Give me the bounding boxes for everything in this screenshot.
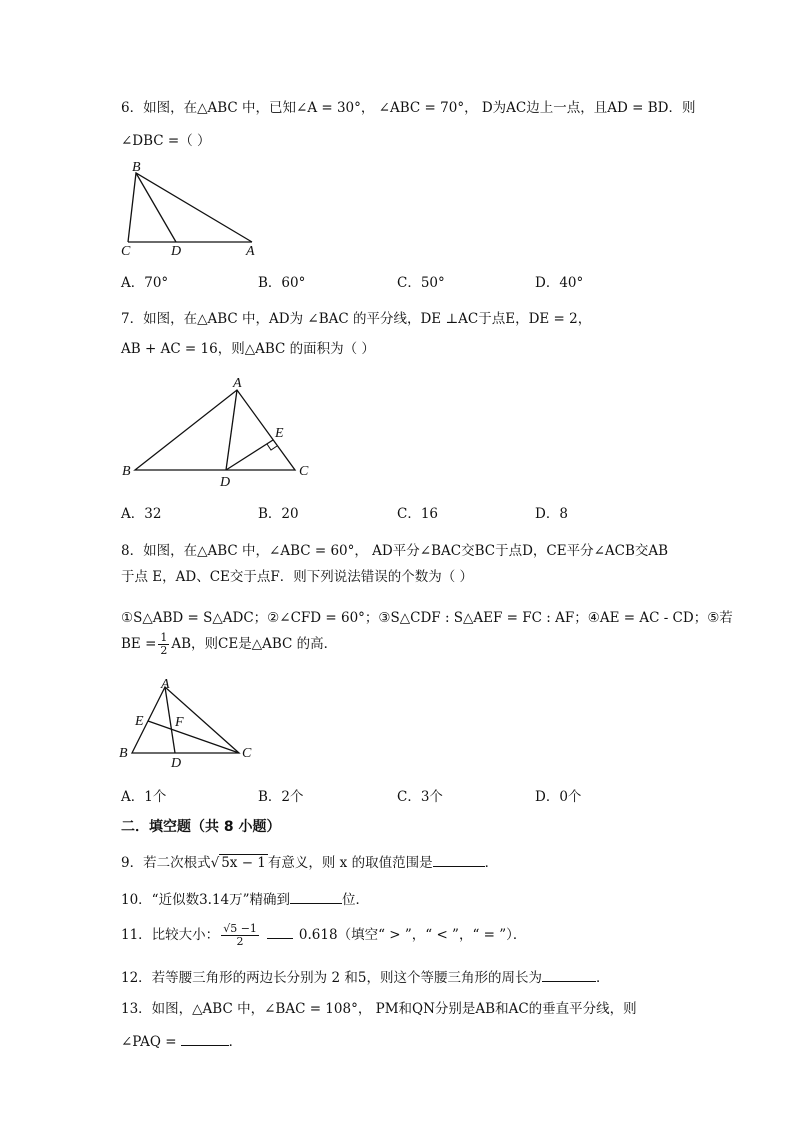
q9-answer-blank[interactable]: [433, 854, 485, 867]
q6-label-a: A: [246, 244, 255, 259]
q7-stem-line1: 7．如图，在△ABC 中，AD为 ∠BAC 的平分线，DE ⊥AC于点E，DE = 2，: [121, 311, 592, 327]
q8-statements: ①S△ABD = S△ADC；②∠CFD = 60°；③S△CDF : S△AEF = FC : AF；④AE = AC - CD；⑤若: [121, 610, 733, 626]
q7-option-d[interactable]: D．8: [535, 506, 568, 522]
q8-segment-ad: [165, 687, 175, 753]
q8-fraction-denominator: 2: [160, 644, 168, 657]
q7-stem-line2: AB + AC = 16，则△ABC 的面积为（ ）: [121, 341, 375, 357]
q7-label-e: E: [275, 426, 284, 441]
q7-figure: [115, 372, 320, 492]
q8-label-b: B: [119, 746, 128, 761]
q6-label-c: C: [121, 244, 131, 259]
q8-stem-line2: 于点 E，AD、CE交于点F．则下列说法错误的个数为（ ）: [121, 569, 474, 585]
q9-radicand: 5x − 1: [221, 855, 266, 871]
q13-end: ．: [228, 1034, 243, 1050]
q8-statement-5: [121, 632, 337, 657]
q8-triangle: [132, 687, 239, 753]
q12-answer-blank[interactable]: [542, 969, 596, 982]
q8-segment-ce: [148, 721, 239, 753]
q9-radical-sign: √: [210, 855, 220, 871]
q13-line2: [121, 1030, 242, 1050]
q7-right-angle-mark: [267, 444, 277, 450]
q7-label-d: D: [220, 475, 231, 490]
q6-stem-line2: ∠DBC =（ ）: [121, 133, 211, 149]
q10-suffix: 位．: [342, 892, 370, 908]
q10-answer-blank[interactable]: [290, 891, 342, 904]
q12-line: [121, 966, 609, 986]
q7-label-a: A: [233, 376, 242, 391]
q6-label-b: B: [132, 160, 141, 175]
q8-fraction-numerator: 1: [160, 631, 168, 644]
q8-half-fraction: [158, 632, 169, 657]
q8-option-b[interactable]: B．2个: [258, 789, 304, 805]
q7-label-c: C: [299, 464, 309, 479]
q6-option-a[interactable]: A．70°: [121, 275, 169, 291]
q7-option-c[interactable]: C．16: [397, 506, 439, 522]
q6-option-c[interactable]: C．50°: [397, 275, 445, 291]
q6-option-d[interactable]: D．40°: [535, 275, 584, 291]
q13-stem-line1: 13．如图，△ABC 中，∠BAC = 108°， PM和QN分别是AB和AC的垂直平分线，则: [121, 1001, 637, 1017]
q6-figure: [110, 155, 270, 260]
q11-fraction: [221, 923, 259, 948]
q12-text: 12．若等腰三角形的两边长分别为 2 和5，则这个等腰三角形的周长为: [121, 970, 542, 986]
q6-label-d: D: [171, 244, 182, 259]
q6-stem-line1: 6．如图，在△ABC 中，已知∠A = 30°， ∠ABC = 70°， D为AC边上一点，且AD = BD．则: [121, 100, 696, 116]
q10-line: [121, 888, 369, 908]
q7-triangle: [135, 390, 295, 470]
q13-angle-label: ∠PAQ =: [121, 1034, 177, 1050]
q7-option-b[interactable]: B．20: [258, 506, 299, 522]
q11-prefix: 11．比较大小：: [121, 927, 220, 943]
q11-answer-blank[interactable]: [267, 926, 293, 939]
q11-line: [121, 923, 526, 948]
q12-end: ．: [595, 970, 610, 986]
q8-option-d[interactable]: D．0个: [535, 789, 582, 805]
q9-text: 有意义，则 x 的取值范围是: [267, 855, 433, 871]
q11-denominator: 2: [236, 935, 244, 948]
q8-label-c: C: [242, 746, 252, 761]
q6-option-b[interactable]: B．60°: [258, 275, 306, 291]
q11-text: 0.618（填空“ > ”，“ < ”，“ = ”）．: [298, 927, 527, 943]
q8-statement-5-tail: AB，则CE是△ABC 的高．: [171, 636, 338, 652]
q8-option-a[interactable]: A．1个: [121, 789, 167, 805]
q13-answer-blank[interactable]: [181, 1033, 229, 1046]
q8-option-c[interactable]: C．3个: [397, 789, 443, 805]
q6-segment-bd: [136, 173, 176, 242]
q8-stem-line1: 8．如图，在△ABC 中，∠ABC = 60°， AD平分∠BAC交BC于点D，CE平分∠ACB交AB: [121, 543, 669, 559]
q10-prefix: 10．“近似数3.14万”精确到: [121, 892, 291, 908]
q7-segment-de: [226, 440, 273, 470]
q8-label-e: E: [135, 714, 144, 729]
q8-label-d: D: [171, 756, 182, 771]
q8-label-f: F: [175, 715, 184, 730]
q9-prefix: 9．若二次根式: [121, 855, 211, 871]
q8-figure: [115, 675, 265, 770]
q7-option-a[interactable]: A．32: [121, 506, 162, 522]
q8-be-label: BE =: [121, 636, 157, 652]
q8-label-a: A: [161, 677, 170, 692]
q9-end: ．: [484, 855, 499, 871]
q11-numerator: √5 −1: [223, 922, 257, 935]
section-fill-in-heading: 二．填空题（共 8 小题）: [121, 819, 281, 835]
q9-line: [121, 851, 498, 871]
q6-triangle: [128, 173, 252, 242]
q7-segment-ad: [226, 390, 237, 470]
q7-label-b: B: [122, 464, 131, 479]
